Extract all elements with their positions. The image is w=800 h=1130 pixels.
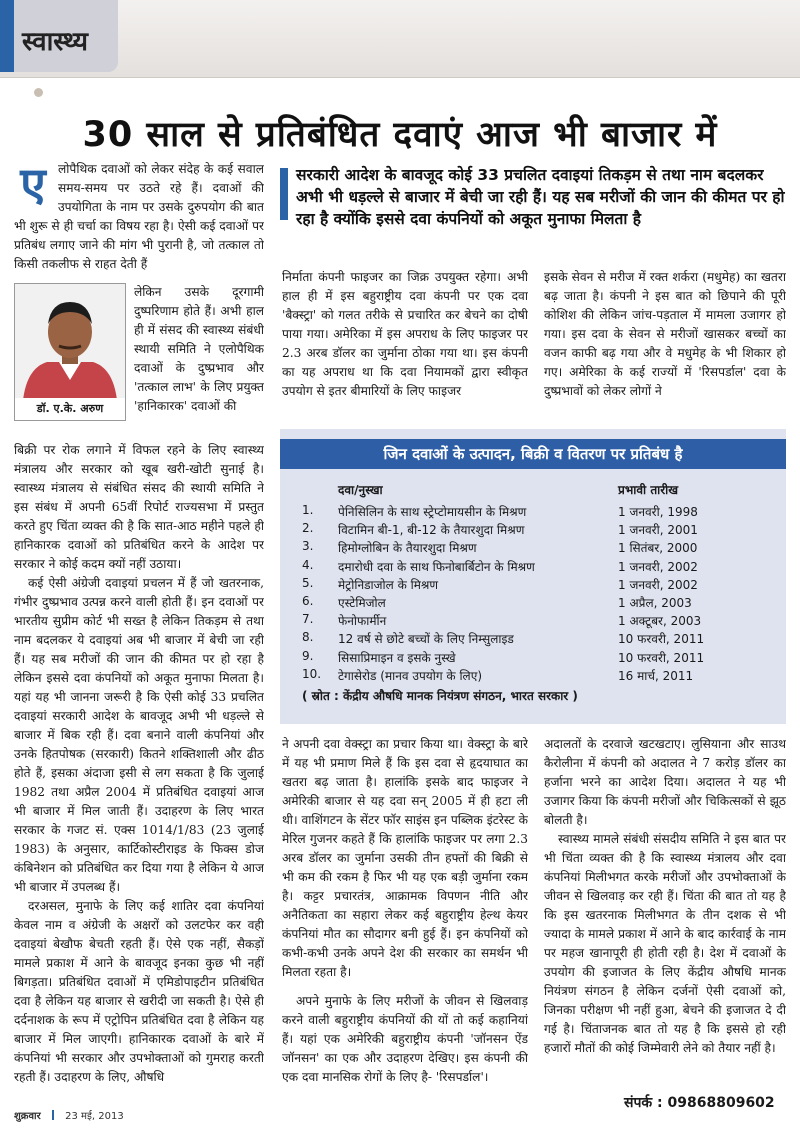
effective-date: 1 जनवरी, 2001	[618, 523, 698, 538]
banned-drug-row	[280, 539, 786, 558]
row-number: 7.	[302, 612, 314, 627]
footer-separator	[52, 1110, 54, 1120]
photo-caption: डॉ. ए.के. अरुण	[15, 398, 125, 420]
body-paragraph: अपने मुनाफे के लिए मरीजों के जीवन से खिलवाड़ करने वाली बहुराष्ट्रीय कंपनियों की यों तो कई कहानियां हैं। यहां एक अमेरिकी बहुराष्ट्रीय कंपनी 'जॉनसन ऐंड जॉनसन' का एक और उदाहरण देखिए। इस कंपनी की एक दवा मानसिक रोगों के लिए है- 'रिसपर्डाल'।	[282, 994, 528, 1084]
body-paragraph: लेकिन उसके दूरगामी दुष्परिणाम होते हैं। अभी हाल ही में संसद की स्वास्थ्य संबंधी स्थायी समिति ने एलोपैथिक दवाओं के दुष्प्रभाव और 'तत्काल लाभ' के लिए प्रयुक्त 'हानिकारक' दवाओं की	[134, 285, 264, 413]
banned-drug-row	[280, 667, 786, 686]
row-number: 2.	[302, 521, 314, 536]
author-contact: संपर्क : 09868809602	[624, 1095, 775, 1111]
drug-name: पेनिसिलिन के साथ स्ट्रेप्टोमायसीन के मिश्रण	[338, 505, 527, 519]
effective-date: 1 जनवरी, 2002	[618, 559, 698, 574]
body-paragraph: लोपैथिक दवाओं को लेकर संदेह के कई सवाल समय-समय पर उठते रहे हैं। दवाओं की उपयोगिता के नाम पर उसके दुरुपयोग की बात भी शुरू से ही चर्चा का विषय रहा है। ऐसी कई दवाओं पर प्रतिबंध लगाए जाने की मांग भी पुरानी है, जो तत्काल तो किसी तकलीफ से राहत देती हैं	[14, 162, 264, 271]
banned-drug-row	[280, 630, 786, 649]
row-number: 8.	[302, 630, 314, 645]
row-number: 5.	[302, 575, 314, 590]
row-number: 4.	[302, 557, 314, 572]
section-tab-accent	[0, 0, 14, 72]
drug-name: दमारोधी दवा के साथ फिनोबार्बिटोन के मिश्रण	[338, 559, 535, 574]
banned-drug-row	[280, 558, 786, 577]
body-column-2-bottom	[282, 735, 528, 1115]
drop-cap: ए	[20, 160, 46, 211]
body-paragraph: दरअसल, मुनाफे के लिए कई शातिर दवा कंपनियां केवल नाम व अंग्रेजी के अक्षरों को उलटफेर कर वही दवाइयां बेखौफ बेचती रहती हैं। ऐसे एक नहीं, सैकड़ों मामले प्रकाश में आने के बावजूद इनका कुछ भी नहीं बिगड़ता। प्रतिबंधित दवाओं में एमिडोपाइटीन प्रतिबंधित दवा है लेकिन यह बाजार से खरीदी जा सकती है। ऐसे ही दर्दनाशक के रूप में एट्रोपिन प्रतिबंधित दवा है लेकिन यह बाजार में मिल जाएगी। हानिकारक दवाओं के बारे में कंपनियां भी सरकार और उपभोक्ताओं को गुमराह करती रहती हैं। उदाहरण के लिए, औषधि	[14, 899, 264, 1084]
effective-date: 10 फरवरी, 2011	[618, 650, 705, 665]
headline: 30 साल से प्रतिबंधित दवाएं आज भी बाजार में	[82, 115, 718, 155]
banned-drug-row	[280, 503, 786, 522]
drug-name: टेगासेरोड (मानव उपयोग के लिए)	[338, 668, 483, 683]
effective-date: 16 मार्च, 2011	[618, 668, 694, 683]
body-paragraph: निर्माता कंपनी फाइजर का जिक्र उपयुक्त रहेगा। अभी हाल ही में इस बहुराष्ट्रीय दवा कंपनी पर एक दवा 'बैक्स्ट्रा' को गलत तरीके से प्रचारित कर बेचने का दोषी पाया गया। अमेरिका में इस अपराध के लिए फाइजर पर 2.3 अरब डॉलर का जुर्माना ठोका गया था। इस कंपनी का यह अपराध था कि दवा नियामकों द्वारा स्वीकृत उपयोग से इतर बीमारियों के लिए फाइजर	[282, 270, 528, 398]
drug-name: एस्टेमिजोल	[338, 596, 386, 610]
body-column-1-intro	[14, 160, 264, 280]
drug-name: फेनोफार्मीन	[338, 614, 387, 629]
body-paragraph: ने अपनी दवा वेक्स्ट्रा का प्रचार किया था। वेक्स्ट्रा के बारे में यह भी प्रमाण मिले हैं कि इस दवा से हृदयाघात का खतरा बढ़ जाता है। हालांकि इसके बाद फाइजर ने अमेरिकी बाजार से यह दवा सन् 2005 में ही हटा ली थी। वाशिंगटन के सेंटर फॉर साइंस इन पब्लिक इंटरेस्ट के मेरिल गुजनर कहते हैं कि हालांकि फाइजर पर लगा 2.3 अरब डॉलर का जुर्माना उसकी तीन हफ्तों की बिक्री से भी कम की रकम है फिर भी यह एक बड़ी जुर्माना रकम है। कट्टर प्रचारतंत्र, आक्रामक विपणन नीति और अनैतिकता का सहारा लेकर कई बहुराष्ट्रीय हेल्थ केयर कंपनियां मौत का सौदागर बनी हुई हैं। इन कंपनियों को कभी-कभी उनके अपने देश की सरकार का समर्थन भी मिलता रहता है।	[282, 737, 528, 979]
column-header-drug: दवा/नुस्खा	[338, 483, 383, 497]
drug-name: विटामिन बी-1, बी-12 के तैयारशुदा मिश्रण	[338, 523, 525, 538]
row-number: 9.	[302, 648, 314, 663]
body-column-2-top	[282, 268, 528, 410]
banned-drug-row	[280, 576, 786, 595]
drug-name: 12 वर्ष से छोटे बच्चों के लिए निम्सुलाइड	[338, 632, 514, 647]
banned-drug-row	[280, 612, 786, 631]
section-label: स्वास्थ्य	[22, 27, 89, 57]
effective-date: 10 फरवरी, 2011	[618, 632, 705, 647]
body-column-3-top	[544, 268, 786, 410]
footer-page-label: शुक्रवार	[14, 1111, 41, 1122]
row-number: 1.	[302, 503, 314, 517]
drug-name: सिसाप्रिमाइन व इसके नुस्खे	[338, 650, 456, 665]
effective-date: 1 जनवरी, 1998	[618, 505, 698, 519]
banned-drugs-box	[280, 429, 786, 724]
body-paragraph: कई ऐसी अंग्रेजी दवाइयां प्रचलन में हैं जो खतरनाक, गंभीर दुष्प्रभाव उत्पन्न करने वाली होती हैं। इन दवाओं पर भारतीय सुप्रीम कोर्ट भी सख्त है लेकिन तिकड़म से तथा नाम बदलकर ये दवाइयां अब भी बाजार में बेची जा रही हैं। यह सब मरीजों की जान की कीमत पर हो रहा है लेकिन इससे दवा कंपनियों को अकूत मुनाफा मिलता है। यहां यह भी जानना जरूरी है कि ऐसी कोई 33 प्रचलित दवाइयां सरकारी आदेश के बावजूद अभी भी धड़ल्ले से बाजार में बिक रही हैं। दवा बनाने वाली कंपनियां और उनके हितपोषक (सरकारी) कितने शक्तिशाली और ढीठ होते हैं, इसका अंदाजा इसी से लग सकता है कि जुलाई 1982 तथा अप्रैल 2004 में प्रतिबंधित दवाइयां आज भी बाजार में मिल जाती हैं। उदाहरण के लिए भारत सरकार के गजट सं. एक्स 1014/1/83 (23 जुलाई 1983) के अनुसार, कार्टिकोस्टीराइड के फिक्स डोज कंबिनेशन को प्रतिबंधित कर दिया गया है लेकिन ये आज भी बाजार में उपलब्ध हैं।	[14, 576, 264, 894]
body-paragraph: स्वास्थ्य मामले संबंधी संसदीय समिति ने इस बात पर भी चिंता व्यक्त की है कि स्वास्थ्य मंत्रालय और दवा कंपनियां मिलीभगत करके मरीजों और उपभोक्ताओं के जीवन से खिलवाड़ कर रही हैं। चिंता की बात तो यह है कि इस खतरनाक मिलीभगत के तीन दशक से भी ज्यादा के मामले प्रकाश में आने के बाद कार्रवाई के नाम पर महज खानापूरी ही होती रही है। देश में दवाओं के उपयोग की इजाजत के लिए केंद्रीय औषधि मानक नियंत्रण संगठन है लेकिन दर्जनों ऐसी दवाओं को, जिनका परीक्षण भी नहीं हुआ, बेचने की इजाजत दे दी गई है। चिंताजनक बात तो यह है कि इससे हो रही हजारों मौतों की कोई जिम्मेवारी लेने को तैयार नहीं है।	[544, 832, 786, 1055]
effective-date: 1 अक्टूबर, 2003	[618, 614, 702, 629]
body-column-3-bottom	[544, 735, 786, 1085]
deck-accent-bar	[280, 168, 288, 220]
body-column-1-main	[14, 441, 264, 1112]
drug-name: मेट्रोनिडाजोल के मिश्रण	[338, 577, 439, 592]
effective-date: 1 जनवरी, 2002	[618, 577, 698, 592]
banned-drug-row	[280, 594, 786, 613]
banned-drug-row	[280, 521, 786, 540]
deck-summary	[280, 164, 786, 264]
body-column-1-beside-photo	[134, 283, 264, 443]
body-paragraph: बिक्री पर रोक लगाने में विफल रहने के लिए स्वास्थ्य मंत्रालय और सरकार को खूब खरी-खोटी सुनाई है। स्वास्थ्य मंत्रालय से संबंधित संसद की स्थायी समिति ने इस संबंध में अपनी 65वीं रिपोर्ट राज्यसभा में प्रस्तुत करते हुए चिंता व्यक्त की है कि सात-आठ महीने पहले ही हानिकारक दवाओं को प्रतिबंधित करने के आदेश पर सरकार ने कोई कदम क्यों नहीं उठाया।	[14, 443, 264, 571]
author-portrait-image	[15, 284, 125, 400]
row-number: 3.	[302, 539, 314, 554]
box-source-note: ( स्रोत : केंद्रीय औषधि मानक नियंत्रण संगठन, भारत सरकार )	[302, 689, 578, 703]
deck-text: सरकारी आदेश के बावजूद कोई 33 प्रचलित दवाइयां तिकड़म से तथा नाम बदलकर अभी भी धड़ल्ले से बाजार में बेची जा रही हैं। यह सब मरीजों की जान की कीमत पर हो रहा है क्योंकि इससे दवा कंपनियों को अकूत मुनाफा मिलता है	[296, 166, 785, 228]
effective-date: 1 अप्रैल, 2003	[618, 596, 692, 610]
row-number: 10.	[302, 666, 322, 681]
banned-drugs-box-title: जिन दवाओं के उत्पादन, बिक्री व वितरण पर प्रतिबंध है	[280, 439, 786, 469]
effective-date: 1 सितंबर, 2000	[618, 541, 698, 556]
section-header-band	[0, 0, 800, 78]
footer-date: 23 मई, 2013	[65, 1111, 124, 1122]
decorative-dot	[34, 88, 43, 97]
column-header-date: प्रभावी तारीख	[618, 483, 679, 497]
row-number: 6.	[302, 594, 314, 608]
drug-name: हिमोग्लोबिन के तैयारशुदा मिश्रण	[338, 541, 477, 556]
banned-drug-row	[280, 649, 786, 668]
body-paragraph: अदालतों के दरवाजे खटखटाए। लुसियाना और साउथ कैरोलीना में कंपनी को अदालत ने 7 करोड़ डॉलर का हर्जाना भरने का आदेश दिया। अदालत ने यह भी उजागर किया कि कंपनी मरीजों और चिकित्सकों से झूठ बोलती है।	[544, 737, 786, 827]
body-paragraph: इसके सेवन से मरीज में रक्त शर्करा (मधुमेह) का खतरा बढ़ जाता है। कंपनी ने इस बात को छिपाने की पूरी कोशिश की लेकिन जांच-पड़ताल में मामला उजागर हो गया। इस दवा के सेवन से मरीजों खासकर बच्चों का वजन काफी बढ़ गया और वे मधुमेह के भी शिकार हो गए। अमेरिका के कई राज्यों में 'रिसपर्डाल' दवा के दुष्प्रभावों को लेकर लोगों ने	[544, 270, 786, 398]
author-photo	[14, 283, 126, 421]
page-footer	[14, 1108, 124, 1122]
